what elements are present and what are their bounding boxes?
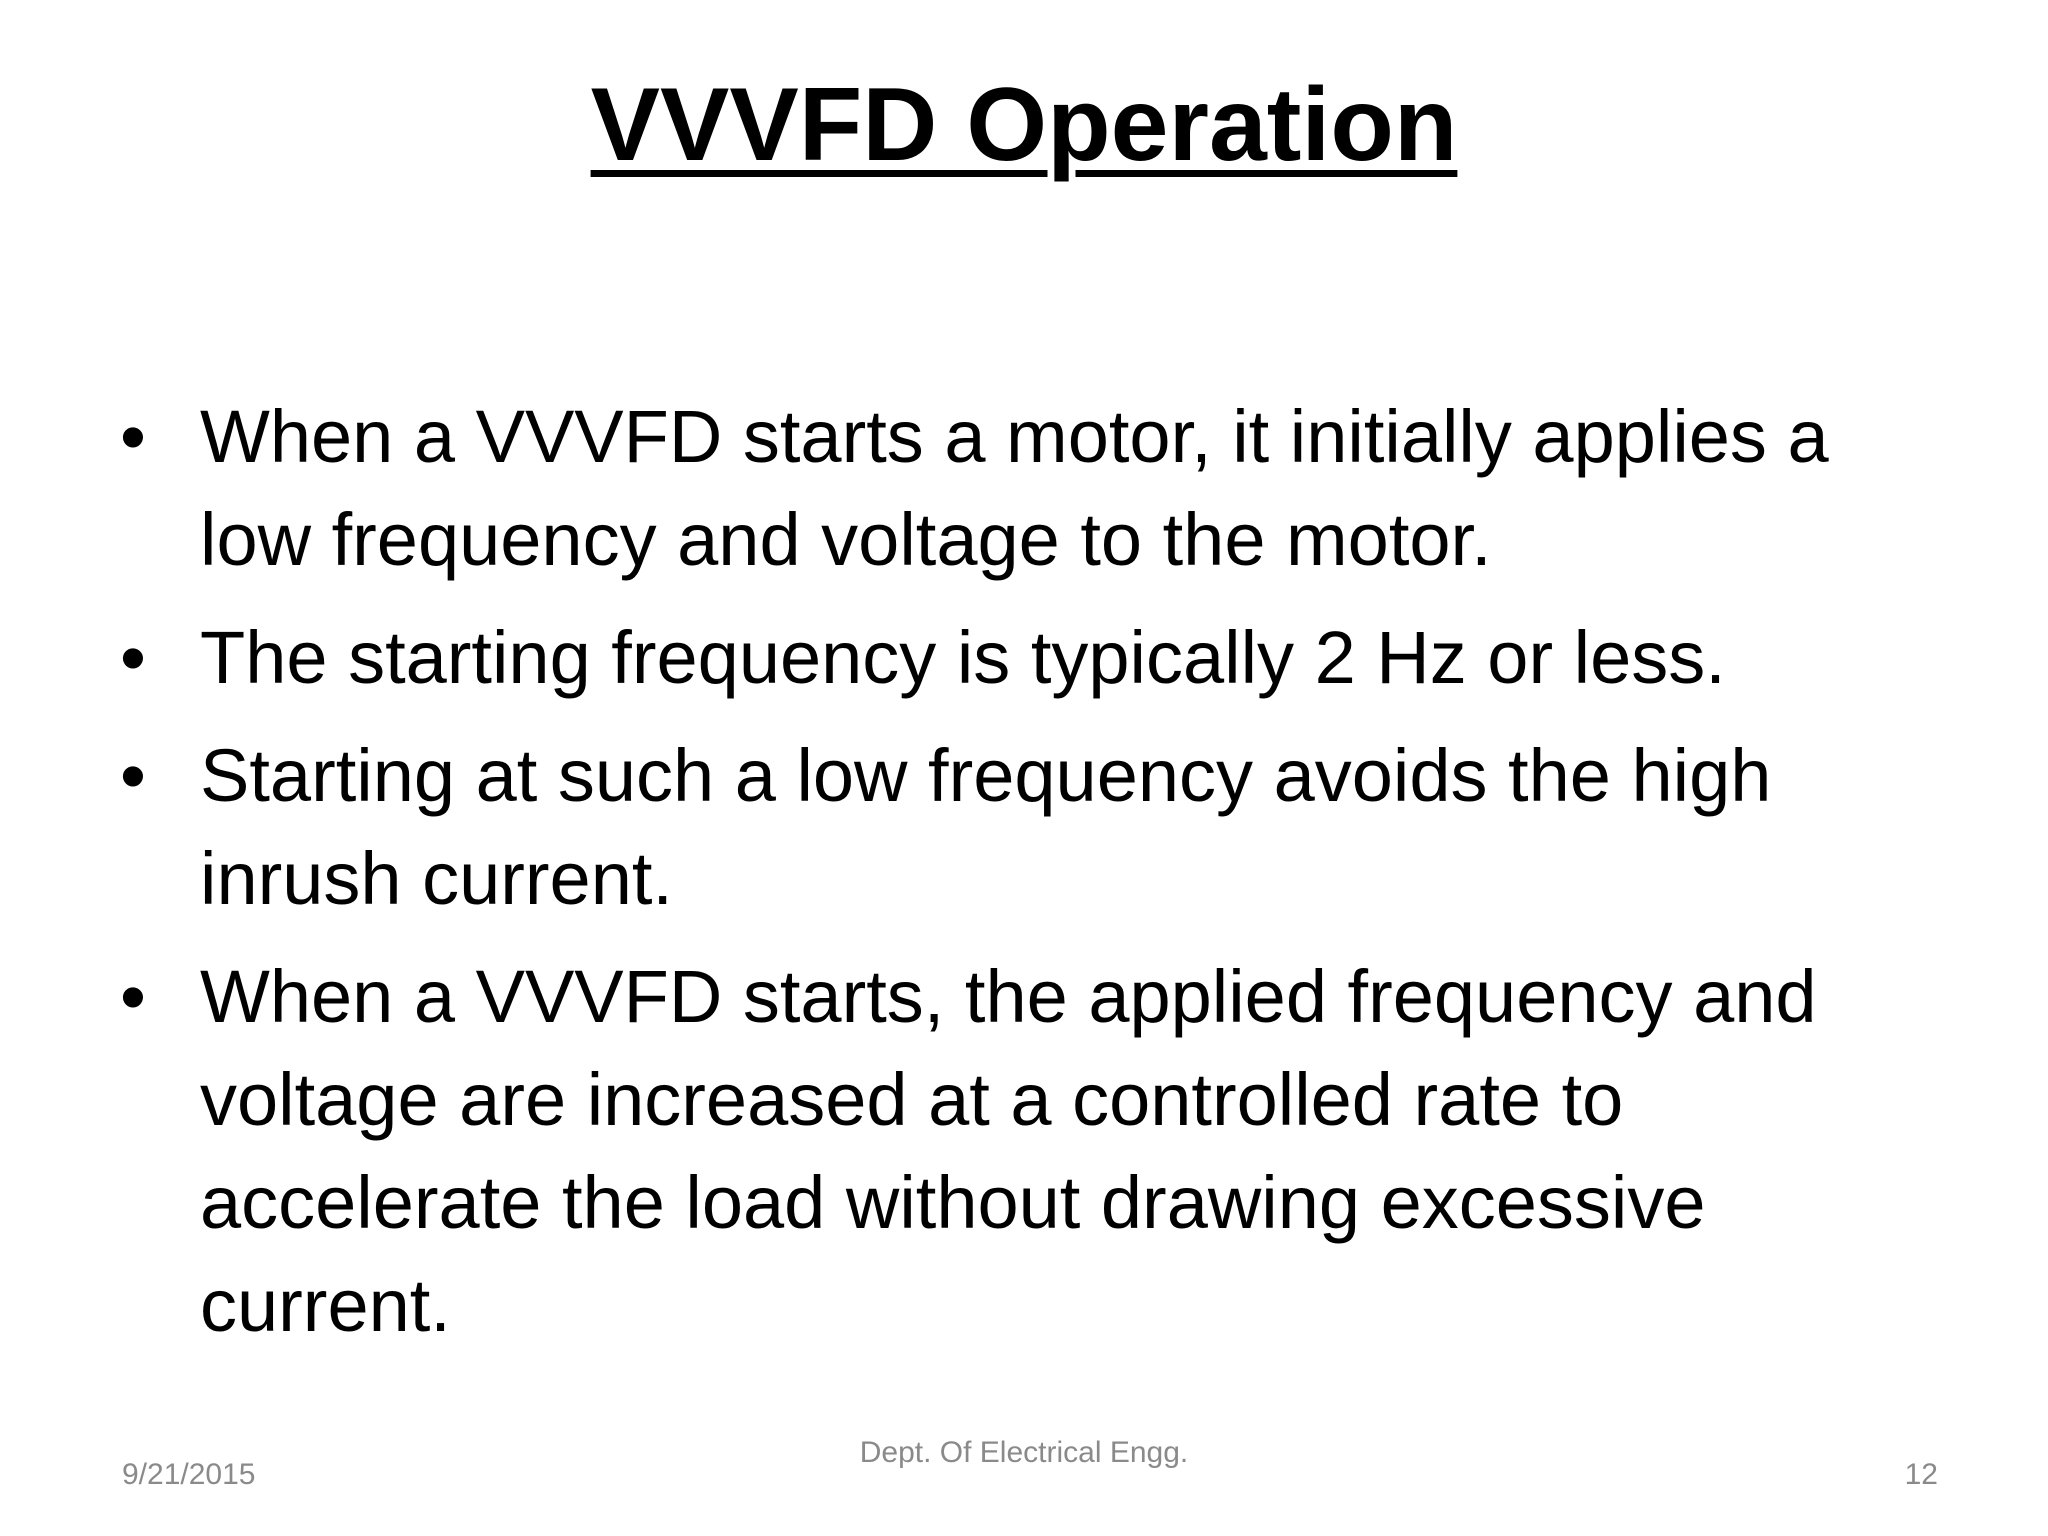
bullet-text: When a VVVFD starts a motor, it initially applies a low frequency and voltage to the motor. (200, 395, 1829, 581)
bullet-marker: • (120, 395, 146, 478)
bullet-text: Starting at such a low frequency avoids the high inrush current. (200, 734, 1772, 920)
footer-date: 9/21/2015 (122, 1458, 256, 1491)
bullet-item (120, 724, 1950, 930)
bullet-list (120, 385, 1950, 1372)
bullet-marker: • (120, 616, 146, 699)
bullet-text: When a VVVFD starts, the applied frequency and voltage are increased at a controlled rate to accelerate the load without drawing excessive current. (200, 955, 1817, 1347)
bullet-item (120, 385, 1950, 591)
bullet-marker: • (120, 955, 146, 1038)
bullet-marker: • (120, 734, 146, 817)
footer-page-number: 12 (1904, 1458, 1938, 1491)
bullet-item (120, 606, 1950, 709)
bullet-item (120, 945, 1950, 1357)
slide-title (0, 60, 2048, 190)
footer-department: Dept. Of Electrical Engg. (859, 1436, 1189, 1469)
slide-title-text: VVVFD Operation (590, 67, 1458, 183)
bullet-text: The starting frequency is typically 2 Hz or less. (200, 616, 1726, 699)
